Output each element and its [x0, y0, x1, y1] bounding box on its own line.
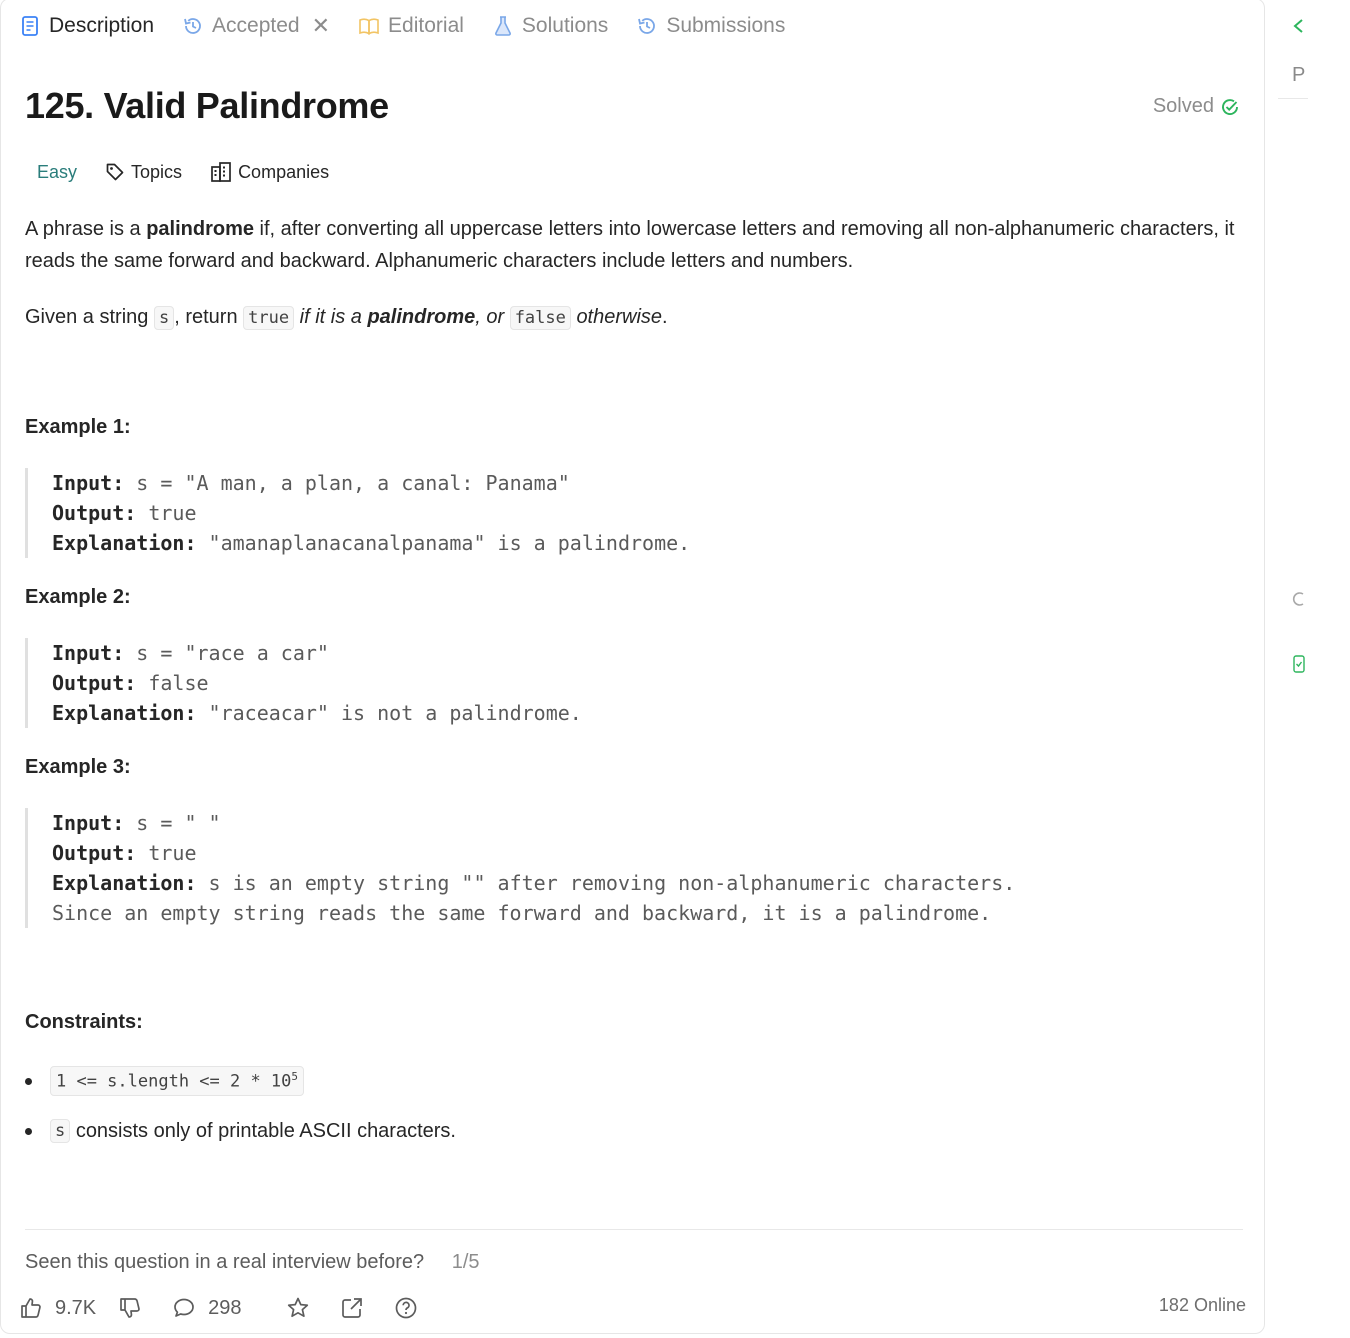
like-count: 9.7K: [55, 1296, 97, 1319]
interview-question: Seen this question in a real interview before?: [25, 1251, 425, 1273]
list-item: s consists only of printable ASCII characters.: [25, 1111, 456, 1151]
interview-fraction: 1/5: [451, 1251, 480, 1273]
flask-icon: [492, 15, 514, 37]
example-heading: Example 3:: [25, 756, 131, 778]
code-panel-edge: [1266, 0, 1350, 1338]
description-paragraph: Given a string s , return true if it is a palindrome, or false otherwise.: [25, 306, 668, 328]
description-icon: [19, 15, 41, 37]
panel-edge-letter: P: [1292, 64, 1306, 86]
list-item: 1 <= s.length <= $2 * 10^5$: [25, 1061, 456, 1101]
example-heading: Example 1:: [25, 416, 131, 438]
history-icon: [182, 15, 204, 37]
comment-count: 298: [208, 1296, 242, 1319]
book-icon: [358, 15, 380, 37]
tab-description[interactable]: [19, 14, 154, 38]
description-paragraph: A phrase is a palindrome if, after converting all uppercase letters into lowercase letters and removing all non-alphanumeric characters, it reads the same forward and backward. Alphanumeric characters include letters and numbers.: [25, 218, 1235, 272]
building-icon: [210, 161, 232, 183]
solved-status: [1153, 95, 1240, 118]
tab-label: Submissions: [666, 14, 786, 37]
share-button[interactable]: [340, 1296, 364, 1320]
tab-label: Solutions: [521, 14, 609, 37]
like-button[interactable]: [19, 1296, 96, 1320]
example-block: Input: s = " " Output: true Explanation: s is an empty string "" after removing non-alphanumeric characters. Since an empty string reads the same forward and backward, it is a palindrome.: [25, 808, 1015, 928]
thumbs-up-icon: [19, 1296, 43, 1320]
constraints-list: [25, 1061, 456, 1161]
topics-label: Topics: [131, 161, 183, 182]
loading-icon: [1292, 590, 1306, 608]
companies-button[interactable]: [210, 161, 329, 183]
tab-solutions[interactable]: [492, 14, 608, 38]
comment-icon: [172, 1296, 196, 1320]
favorite-button[interactable]: [286, 1296, 310, 1320]
example-block: Input: s = "race a car" Output: false Explanation: "raceacar" is not a palindrome.: [25, 638, 582, 728]
question-circle-icon: [394, 1296, 418, 1320]
test-case-icon[interactable]: [1292, 654, 1306, 674]
code-icon[interactable]: [1292, 16, 1306, 36]
dislike-button[interactable]: [118, 1296, 142, 1320]
online-count: 182 Online: [1158, 1295, 1246, 1315]
tab-submissions[interactable]: [636, 14, 785, 38]
comments-button[interactable]: [172, 1296, 241, 1320]
solved-label: Solved: [1152, 95, 1214, 117]
problem-meta: [25, 157, 357, 187]
help-button[interactable]: [394, 1296, 418, 1320]
difficulty-badge: Easy: [37, 161, 78, 182]
star-icon: [286, 1296, 310, 1320]
constraints-heading: Constraints:: [25, 1011, 143, 1033]
topics-button[interactable]: [105, 162, 182, 183]
tab-label: Description: [49, 14, 155, 37]
tab-accepted[interactable]: [182, 13, 330, 39]
tab-bar: [19, 9, 813, 43]
close-icon[interactable]: ✕: [311, 13, 331, 38]
tag-icon: [105, 162, 125, 182]
external-link-icon: [340, 1296, 364, 1320]
tab-label: Editorial: [388, 14, 464, 37]
tab-editorial[interactable]: [358, 14, 464, 38]
example-heading: Example 2:: [25, 586, 131, 608]
divider: [25, 1229, 1243, 1230]
example-block: Input: s = "A man, a plan, a canal: Panama" Output: true Explanation: "amanaplanacanalpanama" is a palindrome.: [25, 468, 690, 558]
tab-label: Accepted: [212, 14, 300, 37]
thumbs-down-icon: [118, 1296, 142, 1320]
interview-prompt[interactable]: [25, 1251, 480, 1274]
problem-title[interactable]: 125. Valid Palindrome: [25, 85, 389, 126]
check-circle-icon: [1220, 97, 1240, 117]
divider: [1278, 98, 1308, 99]
footer-toolbar: [19, 1293, 418, 1323]
companies-label: Companies: [238, 161, 330, 182]
history-icon: [636, 15, 658, 37]
problem-description: [25, 213, 1245, 358]
